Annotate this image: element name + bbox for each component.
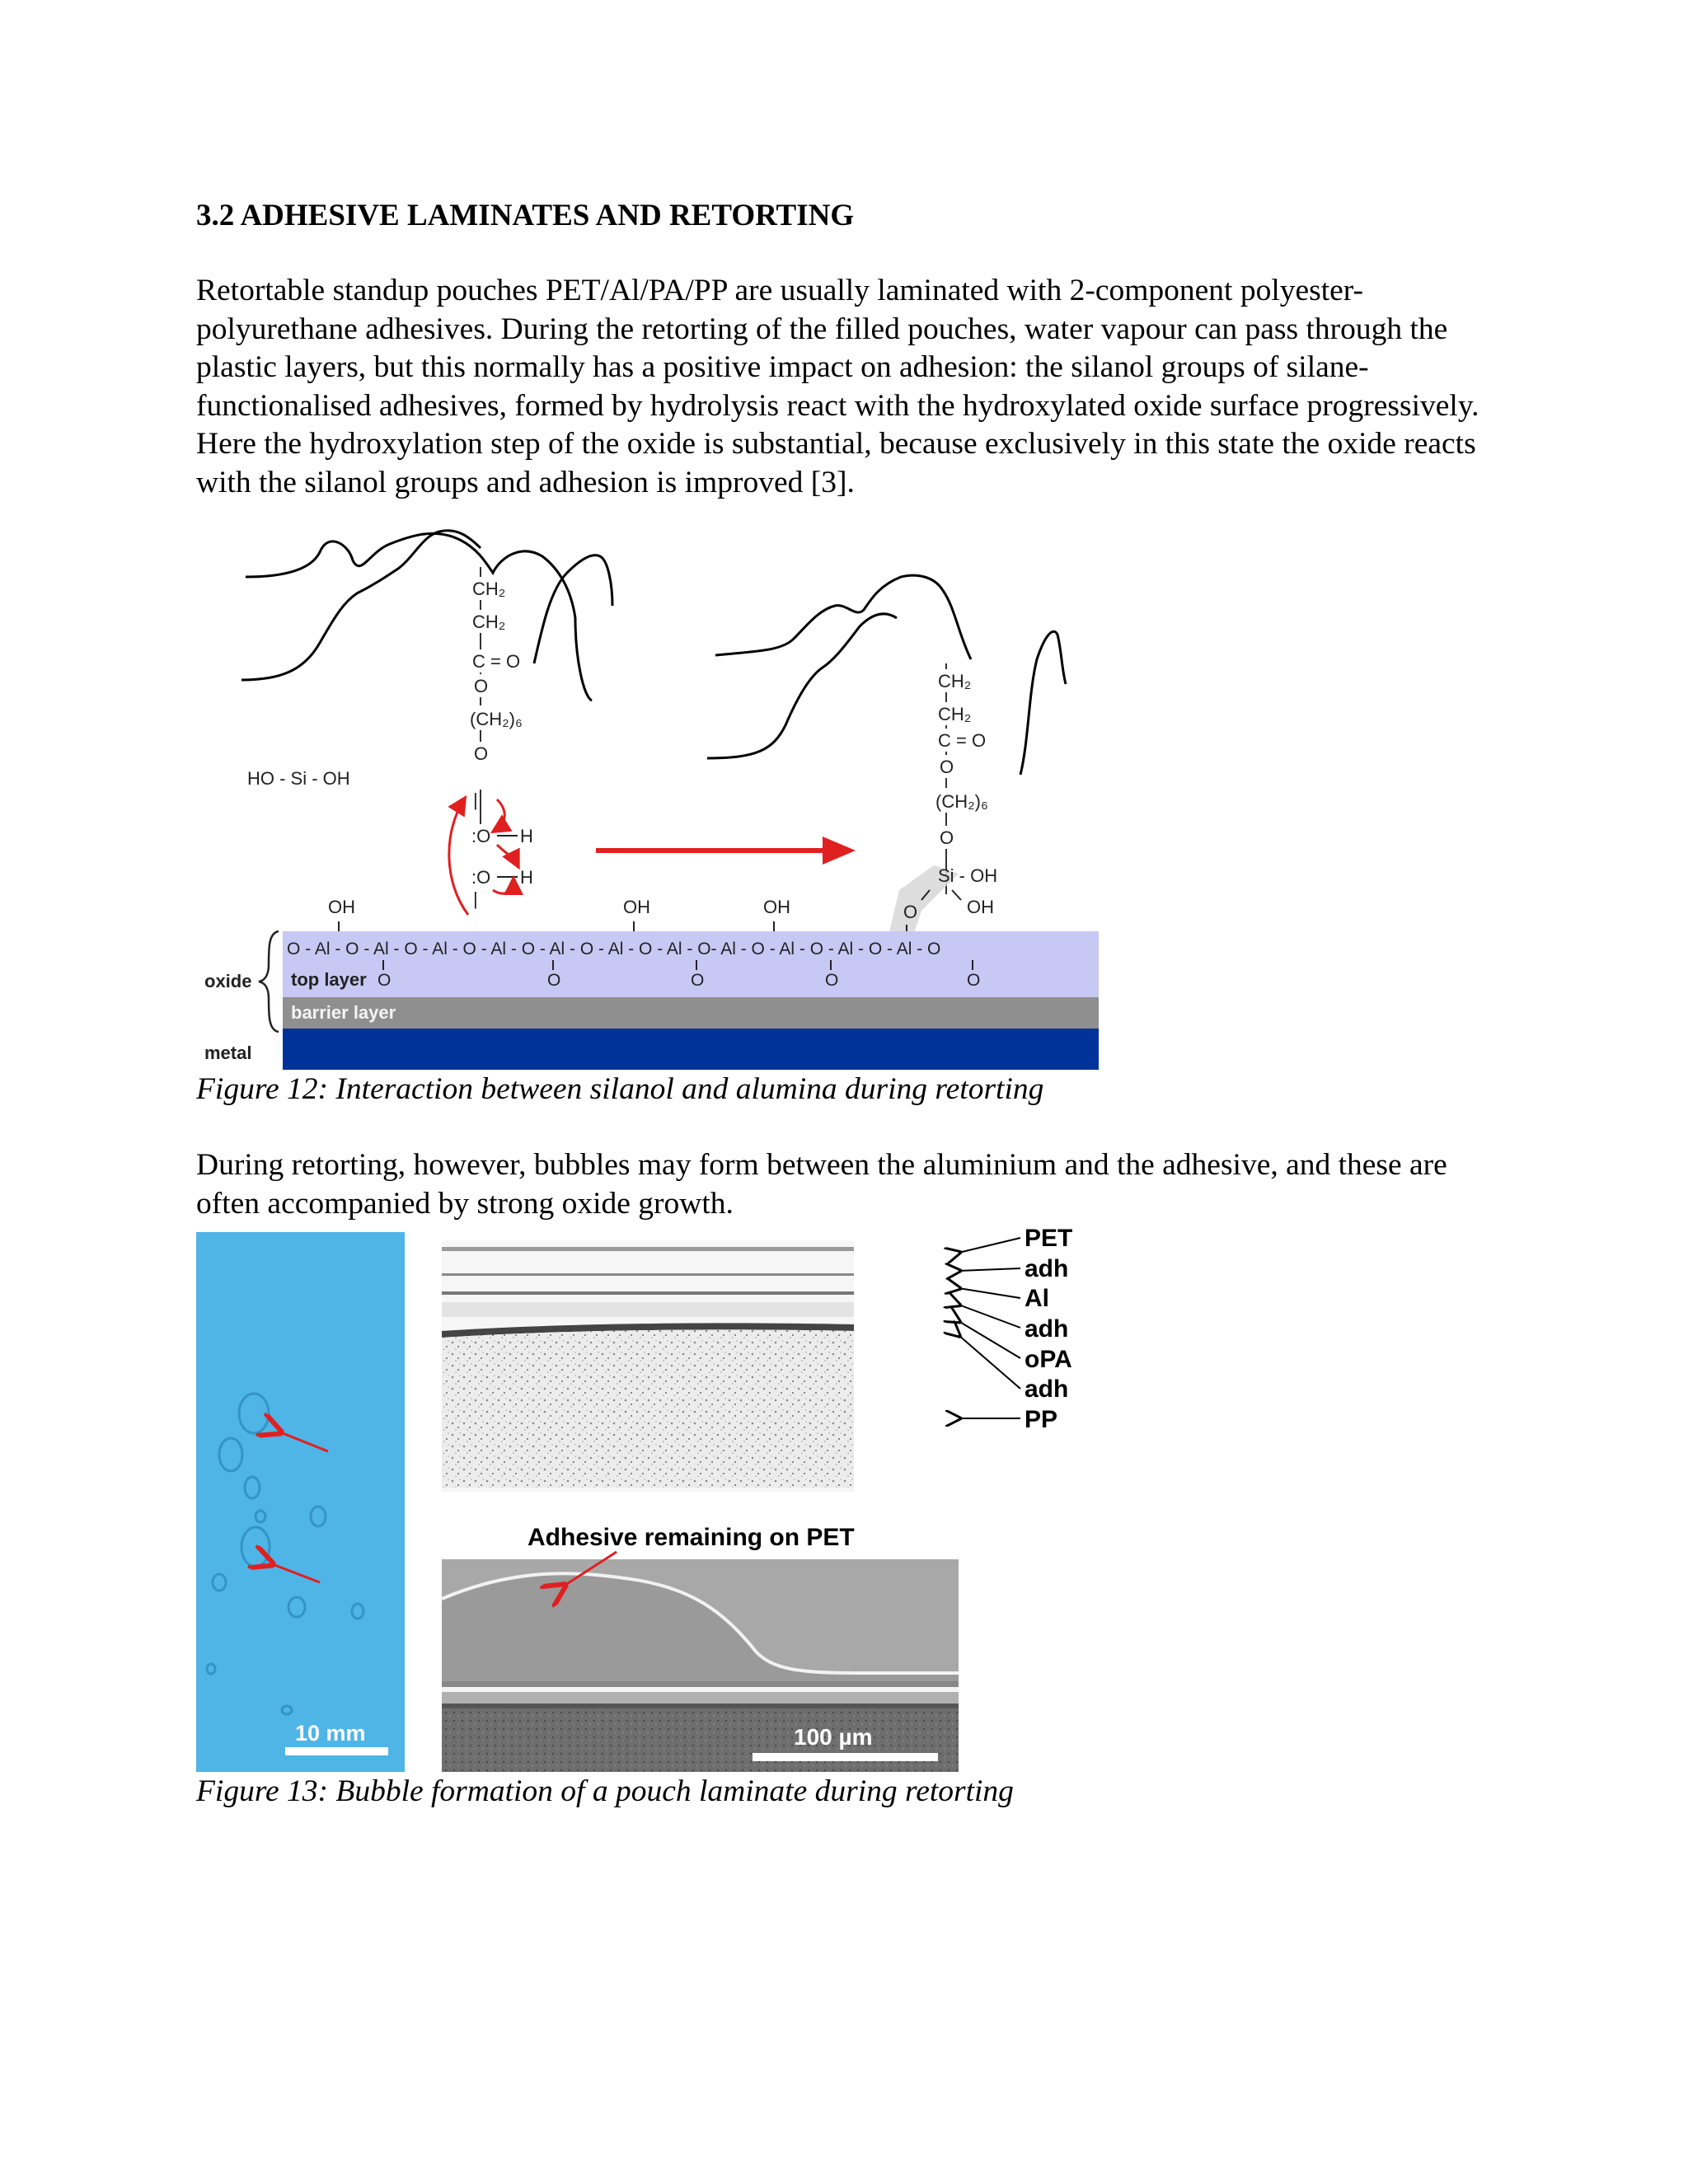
layer-pointer-arrows-icon (959, 1238, 1020, 1418)
alumina-surface-row: O - Al - O - Al - O - Al - O - Al - O - Al - O - Al - O - Al - O- Al - O - Al - O - Al - O - Al - O (287, 940, 941, 958)
si-oh-label-2: OH (967, 897, 994, 917)
right-chain-ch2-1: CH₂ (938, 671, 972, 691)
pouch-photo (196, 1232, 405, 1772)
mechanism-arrows-icon (449, 799, 518, 915)
left-chain-ether-o: O (474, 743, 489, 764)
figure-12-caption: Figure 12: Interaction between silanol and alumina during retorting (196, 1072, 1044, 1106)
label-adh-2: adh (1025, 1315, 1069, 1343)
svg-text:OH: OH (328, 897, 355, 917)
water-h-2: H (520, 867, 533, 888)
reaction-arrow-icon (596, 837, 856, 865)
surface-oh-groups (328, 897, 790, 933)
section-heading: 3.2 ADHESIVE LAMINATES AND RETORTING (196, 199, 855, 232)
svg-text:O: O (691, 971, 705, 990)
right-adhesive-chain (889, 663, 1010, 935)
left-chain-ch2-2: CH₂ (472, 612, 506, 632)
water-h-1: H (520, 826, 533, 846)
bridging-o-label: O (903, 902, 918, 922)
left-chain-ch2-1: CH₂ (472, 579, 506, 599)
label-al: Al (1025, 1285, 1049, 1312)
silanol-label: HO - Si - OH (247, 768, 350, 789)
label-adh-1: adh (1025, 1255, 1069, 1282)
label-opa: oPA (1025, 1346, 1072, 1373)
bubble-micrograph (442, 1552, 959, 1772)
figure-12-diagram (196, 527, 1103, 1071)
oxide-barrier-layer (283, 997, 1099, 1029)
label-pp: PP (1025, 1406, 1058, 1433)
label-adh-3: adh (1025, 1376, 1069, 1403)
right-chain-ester-o: O (940, 757, 954, 777)
svg-text:OH: OH (763, 897, 790, 917)
paragraph-retortable-pouches: Retortable standup pouches PET/Al/PA/PP are usually laminated with 2-component polyester-polyurethane adhesives. During the retorting of the filled pouches, water vapour can pass through the plastic layers, but this normally has a positive impact on adhesion: the silanol groups of silane-functionalised adhesives, formed by hydrolysis react with the hydroxylated oxide surface progressively. Here the hydroxylation step of the oxide is substantial, because exclusively in this state the oxide reacts with the silanol groups and adhesion is improved [3]. (196, 274, 1479, 499)
svg-text::O: :O (471, 867, 491, 888)
paragraph-bubble-formation: During retorting, however, bubbles may form between the aluminium and the adhesive, and these are often accompanied by strong oxide growth. (196, 1148, 1447, 1221)
svg-text:O: O (547, 971, 561, 990)
left-adhesive-chain (246, 567, 534, 824)
svg-text:O: O (825, 971, 839, 990)
oxide-label: oxide (204, 971, 252, 991)
oxide-brace-icon (259, 931, 279, 1032)
si-oh-label: Si - OH (938, 865, 998, 886)
svg-text:O: O (377, 971, 392, 990)
polymer-chain-left (246, 533, 592, 701)
scale-bar-10mm: 10 mm (295, 1721, 366, 1746)
label-pet: PET (1025, 1225, 1073, 1252)
right-chain-ch2-2: CH₂ (938, 704, 972, 724)
svg-text:|: | (473, 888, 478, 909)
adhesive-remaining-label: Adhesive remaining on PET (528, 1524, 855, 1551)
left-chain-ester-o: O (474, 676, 489, 696)
svg-text:|: | (473, 790, 478, 810)
barrier-layer-label: barrier layer (291, 1002, 396, 1023)
figure-13-caption: Figure 13: Bubble formation of a pouch laminate during retorting (196, 1774, 1014, 1808)
left-chain-hexyl: (CH₂)₆ (470, 709, 523, 729)
left-chain-carbonyl: C = O (472, 651, 521, 672)
figure-13-micrographs (196, 1224, 1144, 1776)
top-layer-label: top layer (291, 969, 367, 990)
right-chain-carbonyl: C = O (938, 730, 987, 751)
svg-text:O: O (967, 971, 981, 990)
right-chain-ether-o: O (940, 827, 954, 848)
metal-label: metal (204, 1043, 252, 1063)
metal-layer (283, 1029, 1099, 1070)
svg-text:OH: OH (623, 897, 650, 917)
cross-section-micrograph (442, 1240, 854, 1492)
scale-bar-100um: 100 µm (794, 1724, 873, 1750)
right-chain-hexyl: (CH₂)₆ (935, 791, 988, 812)
layer-labels (1025, 1225, 1072, 1433)
svg-text::O: :O (471, 826, 491, 846)
